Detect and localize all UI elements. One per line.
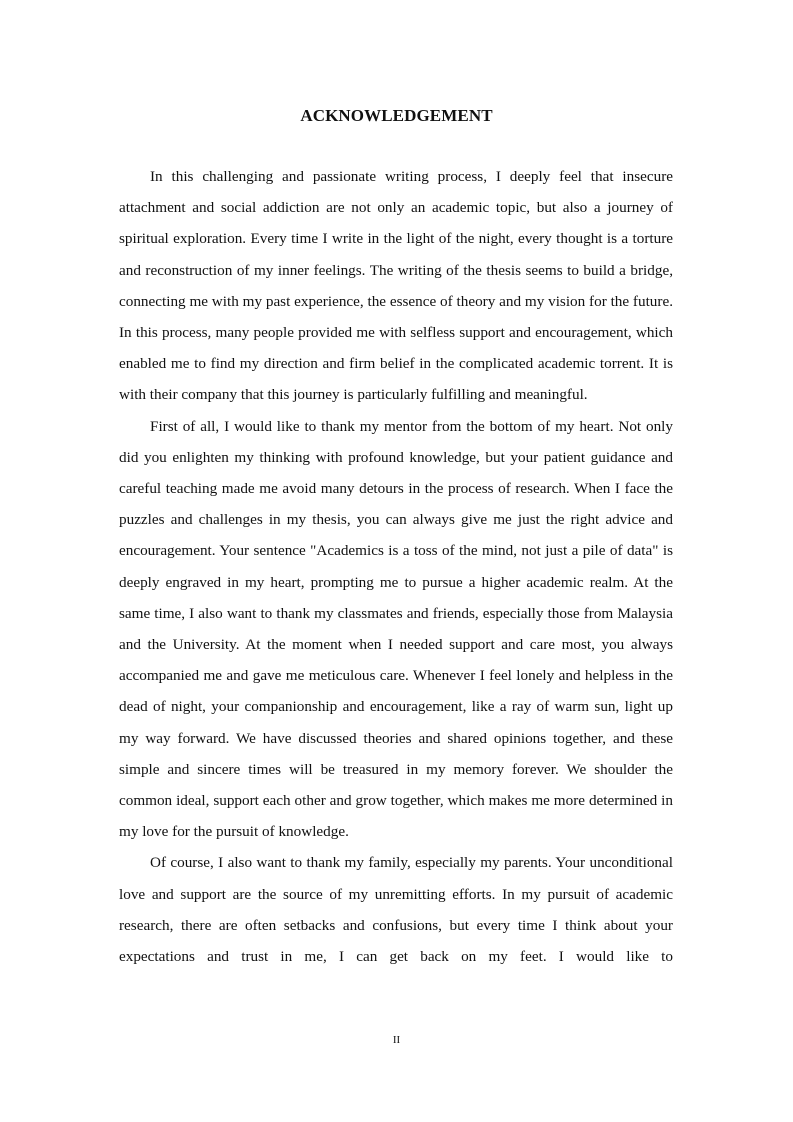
paragraph-1: In this challenging and passionate writing process, I deeply feel that insecure attachment and social addiction are not only an academic topic, but also a journey of spiritual exploration. Every time I write in the light of the night, every thought is a torture and reconstruction of my inner feelings. The writing of the thesis seems to build a bridge, connecting me with my past experience, the essence of theory and my vision for the future. In this process, many people provided me with selfless support and encouragement, which enabled me to find my direction and firm belief in the complicated academic torrent. It is with their company that this journey is particularly fulfilling and meaningful.	[119, 168, 673, 404]
paragraph-3: Of course, I also want to thank my family, especially my parents. Your unconditional love and support are the source of my unremitting efforts. In my pursuit of academic research, there are often setbacks and confusions, but every time I think about your expectations and trust in me, I can get back on my feet. I would like to	[119, 854, 673, 966]
paragraph-2: First of all, I would like to thank my mentor from the bottom of my heart. Not only did you enlighten my thinking with profound knowledge, but your patient guidance and careful teaching made me avoid many detours in the process of research. When I face the puzzles and challenges in my thesis, you can always give me just the right advice and encouragement. Your sentence "Academics is a toss of the mind, not just a pile of data" is deeply engraved in my heart, prompting me to pursue a higher academic realm. At the same time, I also want to thank my classmates and friends, especially those from Malaysia and the University. At the moment when I needed support and care most, you always accompanied me and gave me meticulous care. Whenever I feel lonely and helpless in the dead of night, your companionship and encouragement, like a ray of warm sun, light up my way forward. We have discussed theories and shared opinions together, and these simple and sincere times will be treasured in my memory forever. We shoulder the common ideal, support each other and grow together, which makes me more determined in my love for the pursuit of knowledge.	[119, 417, 673, 841]
body-text	[119, 161, 673, 972]
page-number: II	[392, 1034, 401, 1046]
page-title: ACKNOWLEDGEMENT	[300, 106, 493, 125]
